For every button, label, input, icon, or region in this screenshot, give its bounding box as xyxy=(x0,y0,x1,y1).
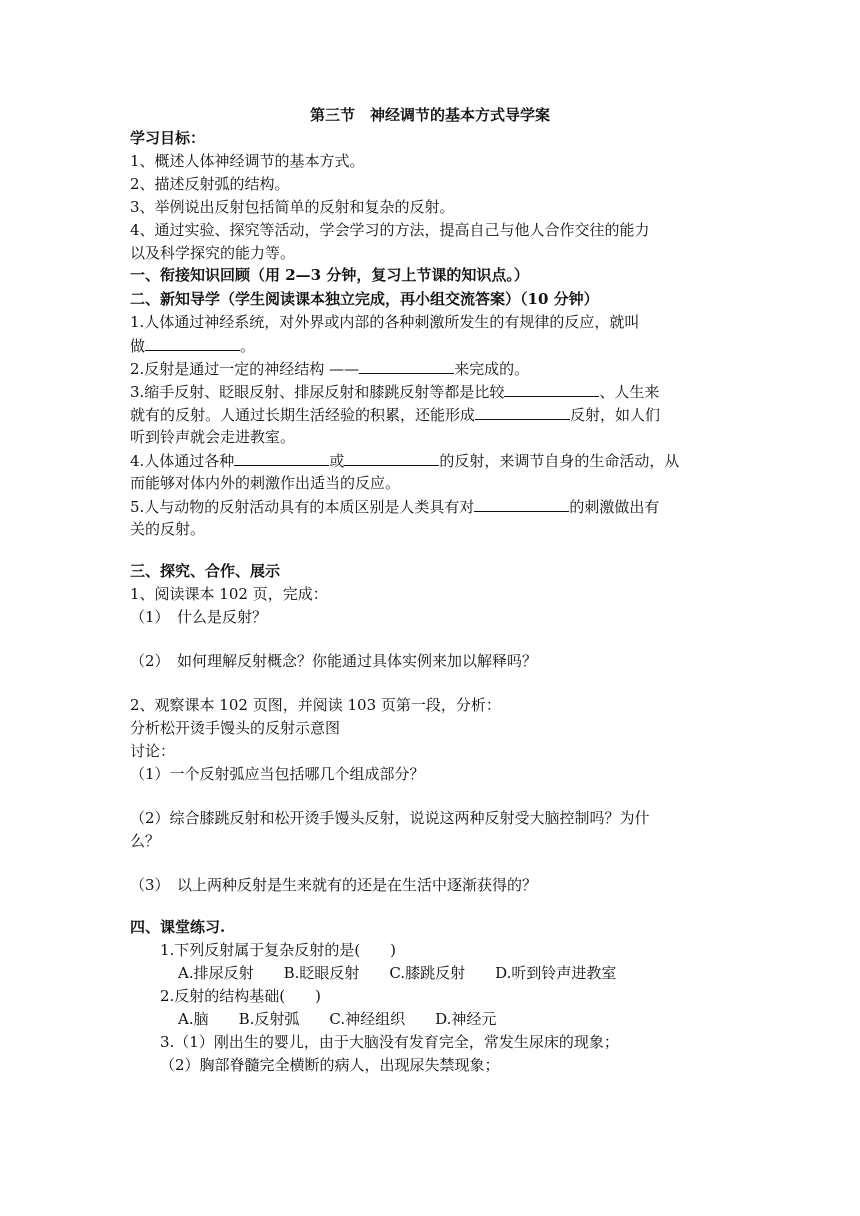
exercise-question: （2）胸部脊髓完全横断的病人，出现尿失禁现象； xyxy=(160,1056,500,1074)
question-1-line: 1.人体通过神经系统，对外界或内部的各种刺激所发生的有规律的反应，就叫 xyxy=(130,313,640,331)
text: 的反射，来调节自身的生命活动，从 xyxy=(439,452,680,470)
text: 或 xyxy=(329,452,345,470)
fill-blank[interactable] xyxy=(344,451,439,466)
text: 就有的反射。人通过长期生活经验的积累，还能形成 xyxy=(130,406,476,424)
fill-blank[interactable] xyxy=(145,336,240,351)
goals-heading: 学习目标： xyxy=(130,129,206,147)
text: 3.缩手反射、眨眼反射、排尿反射和膝跳反射等都是比较 xyxy=(130,383,505,401)
fill-blank[interactable] xyxy=(474,497,569,512)
goal-item: 3、举例说出反射包括简单的反射和复杂的反射。 xyxy=(130,198,455,216)
question-3-line xyxy=(130,382,659,401)
text: 2.反射是通过一定的神经结构 —— xyxy=(130,360,360,378)
page-title: 第三节 神经调节的基本方式导学案 xyxy=(309,106,550,124)
task-question: （1） 什么是反射？ xyxy=(130,608,268,626)
task-line: 讨论： xyxy=(130,742,176,760)
question-3-line xyxy=(130,405,660,424)
exercise-question: 3.（1）刚出生的婴儿，由于大脑没有发育完全，常发生尿床的现象； xyxy=(160,1033,619,1051)
question-4-line: 而能够对体内外的刺激作出适当的反应。 xyxy=(130,474,401,492)
exercise-question: 2.反射的结构基础( ) xyxy=(160,987,322,1005)
text: 、人生来 xyxy=(599,383,660,401)
task-question: 么？ xyxy=(130,832,161,850)
fill-blank[interactable] xyxy=(359,359,454,374)
fill-blank[interactable] xyxy=(234,451,329,466)
goal-item: 1、概述人体神经调节的基本方式。 xyxy=(130,152,365,170)
task-line: 2、观察课本 102 页图，并阅读 103 页第一段，分析： xyxy=(130,696,501,714)
text: 4.人体通过各种 xyxy=(130,452,235,470)
goal-item: 2、描述反射弧的结构。 xyxy=(130,175,290,193)
text: 做 xyxy=(130,337,146,355)
section-heading: 二、新知导学（学生阅读课本独立完成，再小组交流答案）（10 分钟） xyxy=(130,290,599,308)
question-2-line xyxy=(130,359,529,378)
goal-item: 以及科学探究的能力等。 xyxy=(130,244,296,262)
goal-item: 4、通过实验、探究等活动，学会学习的方法，提高自己与他人合作交往的能力 xyxy=(130,221,650,239)
exercise-question: 1.下列反射属于复杂反射的是( ) xyxy=(160,941,397,959)
exercise-options: A.排尿反射 B.眨眼反射 C.膝跳反射 D.听到铃声进教室 xyxy=(178,964,617,982)
exercise-options: A.脑 B.反射弧 C.神经组织 D.神经元 xyxy=(178,1010,497,1028)
task-question: （3） 以上两种反射是生来就有的还是在生活中逐渐获得的？ xyxy=(130,876,538,894)
text: 来完成的。 xyxy=(454,360,530,378)
task-question: （2）综合膝跳反射和松开烫手馒头反射，说说这两种反射受大脑控制吗？为什 xyxy=(130,809,650,827)
section-heading: 三、探究、合作、展示 xyxy=(130,562,281,580)
question-4-line xyxy=(130,451,679,470)
task-line: 1、阅读课本 102 页，完成： xyxy=(130,585,328,603)
section-heading: 一、衔接知识回顾（用 2—3 分钟，复习上节课的知识点。） xyxy=(130,266,529,284)
task-question: （2） 如何理解反射概念？你能通过具体实例来加以解释吗？ xyxy=(130,652,538,670)
fill-blank[interactable] xyxy=(475,405,570,420)
section-heading: 四、课堂练习. xyxy=(130,918,226,936)
question-5-line xyxy=(130,497,659,516)
text: 的刺激做出有 xyxy=(569,498,660,516)
question-5-line: 关的反射。 xyxy=(130,520,206,538)
text: 。 xyxy=(240,337,256,355)
fill-blank[interactable] xyxy=(504,382,599,397)
task-question: （1）一个反射弧应当包括哪几个组成部分？ xyxy=(130,765,425,783)
task-line: 分析松开烫手馒头的反射示意图 xyxy=(130,719,341,737)
text: 5.人与动物的反射活动具有的本质区别是人类具有对 xyxy=(130,498,475,516)
question-3-line: 听到铃声就会走进教室。 xyxy=(130,428,296,446)
question-1-fill xyxy=(130,336,255,355)
text: 反射，如人们 xyxy=(570,406,661,424)
